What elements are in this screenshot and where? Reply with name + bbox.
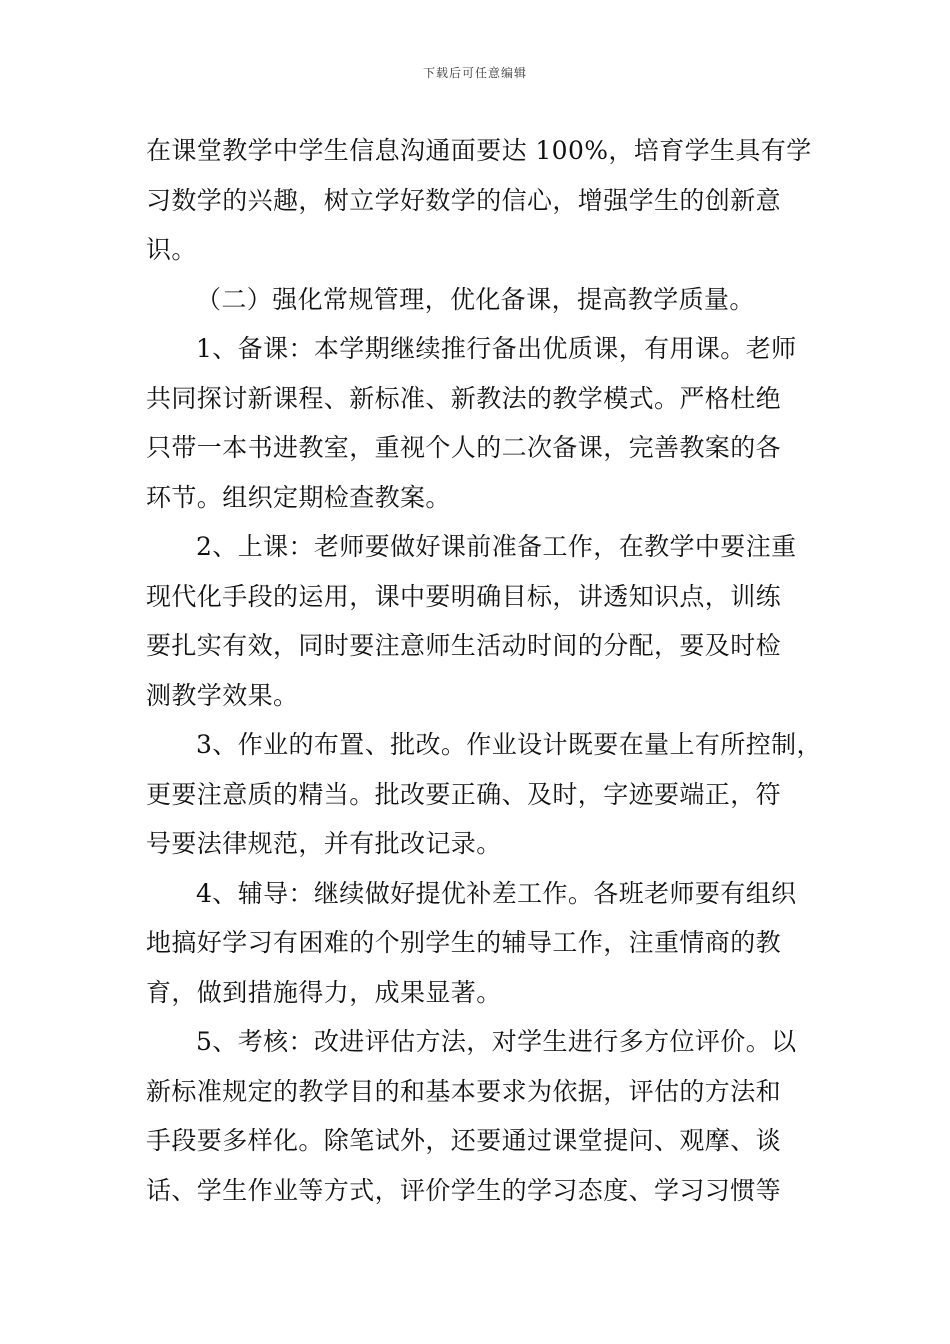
paragraph-first-line: 1、备课：本学期继续推行备出优质课，有用课。老师	[196, 334, 797, 363]
text-line: 育，做到措施得力，成果显著。	[146, 977, 502, 1007]
text-line: 地搞好学习有困难的个别学生的辅导工作，注重情商的教	[146, 928, 782, 957]
text-line: 新标准规定的教学目的和基本要求为依据，评估的方法和	[146, 1076, 782, 1106]
paragraph-first-line: 2、上课：老师要做好课前准备工作，在教学中要注重	[196, 532, 797, 561]
text-line: 话、学生作业等方式，评价学生的学习态度、学习习惯等	[146, 1175, 782, 1205]
text-line: 识。	[146, 235, 197, 264]
text-line: 环节。组织定期检查教案。	[146, 482, 451, 512]
paragraph-first-line: 4、辅导：继续做好提优补差工作。各班老师要有组织	[196, 878, 797, 908]
text-line: 只带一本书进教室，重视个人的二次备课，完善教案的各	[146, 433, 782, 462]
text-line: 号要法律规范，并有批改记录。	[146, 829, 502, 858]
text-line: 共同探讨新课程、新标准、新教法的教学模式。严格杜绝	[146, 383, 782, 413]
page-header: 下载后可任意编辑	[422, 66, 527, 80]
text-line: 测教学效果。	[146, 680, 299, 710]
body-text	[146, 126, 822, 1215]
paragraph-first-line: 5、考核：改进评估方法，对学生进行多方位评价。以	[196, 1027, 797, 1056]
text-line: 手段要多样化。除笔试外，还要通过课堂提问、观摩、谈	[146, 1126, 782, 1155]
paragraph-first-line: 3、作业的布置、批改。作业设计既要在量上有所控制，	[196, 730, 822, 759]
text-line: 在课堂教学中学生信息沟通面要达 100%，培育学生具有学	[146, 136, 812, 165]
text-line: 现代化手段的运用，课中要明确目标，讲透知识点，训练	[146, 581, 782, 611]
text-line: 习数学的兴趣，树立学好数学的信心，增强学生的创新意	[146, 185, 782, 215]
text-line: 更要注意质的精当。批改要正确、及时，字迹要端正，符	[146, 779, 782, 809]
paragraph-first-line: （二）强化常规管理，优化备课，提高教学质量。	[196, 284, 755, 314]
text-line: 要扎实有效，同时要注意师生活动时间的分配，要及时检	[146, 631, 782, 660]
